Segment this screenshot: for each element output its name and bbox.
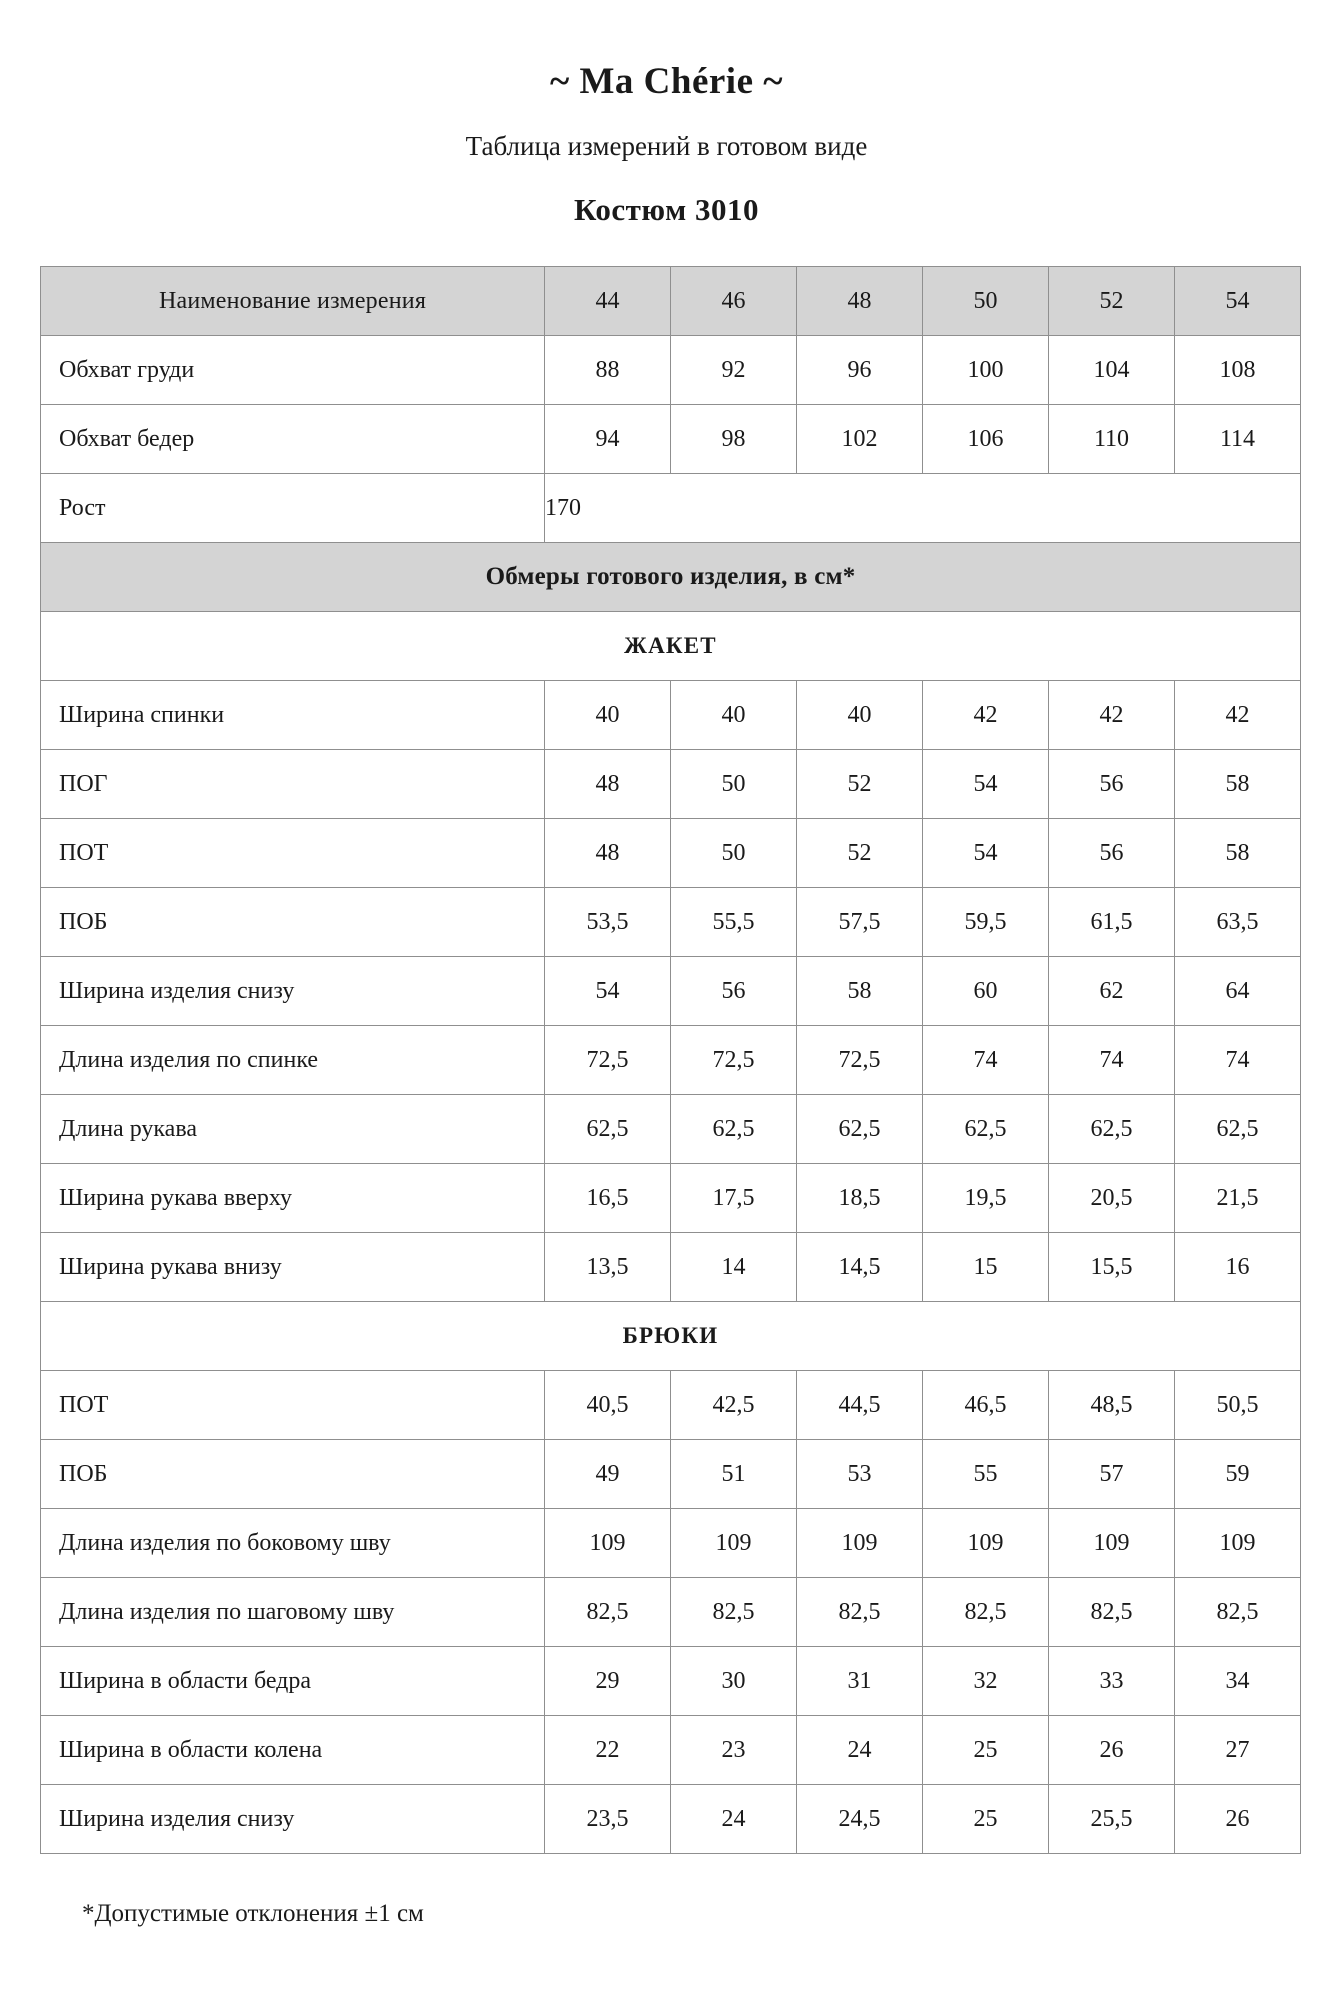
cell-value: 15,5 (1049, 1233, 1175, 1302)
cell-value: 88 (545, 336, 671, 405)
cell-value: 59,5 (923, 888, 1049, 957)
cell-value: 56 (1049, 819, 1175, 888)
cell-value: 102 (797, 405, 923, 474)
header-size-46: 46 (671, 267, 797, 336)
cell-value: 59 (1175, 1440, 1301, 1509)
header-row (41, 267, 1301, 336)
row-label: Ширина спинки (41, 681, 545, 750)
cell-value: 23 (671, 1716, 797, 1785)
cell-value: 109 (1049, 1509, 1175, 1578)
cell-value: 82,5 (1049, 1578, 1175, 1647)
table-row (41, 1647, 1301, 1716)
row-label: Ширина в области колена (41, 1716, 545, 1785)
cell-value: 92 (671, 336, 797, 405)
page-subtitle: Таблица измерений в готовом виде (465, 131, 868, 161)
cell-value: 74 (1049, 1026, 1175, 1095)
table-row (41, 1578, 1301, 1647)
cell-value: 55,5 (671, 888, 797, 957)
cell-value: 44,5 (797, 1371, 923, 1440)
header-size-54: 54 (1175, 267, 1301, 336)
table-row (41, 1164, 1301, 1233)
cell-value-height: 170 (545, 474, 1301, 543)
cell-value: 54 (923, 819, 1049, 888)
cell-value: 62,5 (923, 1095, 1049, 1164)
cell-value: 26 (1049, 1716, 1175, 1785)
brand-title: ~ Ma Chérie ~ (550, 61, 783, 102)
section-header-product (41, 543, 1301, 612)
row-label: ПОТ (41, 819, 545, 888)
row-label: Ширина в области бедра (41, 1647, 545, 1716)
cell-value: 55 (923, 1440, 1049, 1509)
row-label: ПОТ (41, 1371, 545, 1440)
cell-value: 34 (1175, 1647, 1301, 1716)
cell-value: 60 (923, 957, 1049, 1026)
cell-value: 82,5 (1175, 1578, 1301, 1647)
cell-value: 109 (797, 1509, 923, 1578)
cell-value: 114 (1175, 405, 1301, 474)
header-measurement-name: Наименование измерения (41, 267, 545, 336)
cell-value: 22 (545, 1716, 671, 1785)
cell-value: 57,5 (797, 888, 923, 957)
section-header-trousers (41, 1302, 1301, 1371)
cell-value: 61,5 (1049, 888, 1175, 957)
cell-value: 108 (1175, 336, 1301, 405)
cell-value: 48 (545, 819, 671, 888)
cell-value: 25 (923, 1716, 1049, 1785)
table-row (41, 1716, 1301, 1785)
cell-value: 42 (1175, 681, 1301, 750)
cell-value: 62,5 (545, 1095, 671, 1164)
cell-value: 14,5 (797, 1233, 923, 1302)
cell-value: 49 (545, 1440, 671, 1509)
section-title: ЖАКЕТ (41, 612, 1301, 681)
table-row (41, 1509, 1301, 1578)
cell-value: 56 (1049, 750, 1175, 819)
cell-value: 52 (797, 750, 923, 819)
cell-value: 25 (923, 1785, 1049, 1854)
cell-value: 17,5 (671, 1164, 797, 1233)
header-size-52: 52 (1049, 267, 1175, 336)
table-row (41, 681, 1301, 750)
cell-value: 46,5 (923, 1371, 1049, 1440)
table-row (41, 1095, 1301, 1164)
cell-value: 24,5 (797, 1785, 923, 1854)
cell-value: 42 (1049, 681, 1175, 750)
header-size-50: 50 (923, 267, 1049, 336)
cell-value: 98 (671, 405, 797, 474)
cell-value: 74 (923, 1026, 1049, 1095)
cell-value: 104 (1049, 336, 1175, 405)
page-title: Костюм 3010 (573, 192, 760, 227)
cell-value: 62,5 (797, 1095, 923, 1164)
cell-value: 57 (1049, 1440, 1175, 1509)
cell-value: 58 (1175, 819, 1301, 888)
cell-value: 21,5 (1175, 1164, 1301, 1233)
row-label: Длина рукава (41, 1095, 545, 1164)
cell-value: 32 (923, 1647, 1049, 1716)
cell-value: 64 (1175, 957, 1301, 1026)
cell-value: 82,5 (797, 1578, 923, 1647)
cell-value: 25,5 (1049, 1785, 1175, 1854)
cell-value: 51 (671, 1440, 797, 1509)
cell-value: 110 (1049, 405, 1175, 474)
cell-value: 58 (1175, 750, 1301, 819)
cell-value: 24 (797, 1716, 923, 1785)
cell-value: 62,5 (671, 1095, 797, 1164)
table-row (41, 405, 1301, 474)
row-label: Длина изделия по спинке (41, 1026, 545, 1095)
cell-value: 20,5 (1049, 1164, 1175, 1233)
table-row (41, 1785, 1301, 1854)
cell-value: 18,5 (797, 1164, 923, 1233)
row-label: Длина изделия по боковому шву (41, 1509, 545, 1578)
cell-value: 50 (671, 819, 797, 888)
measurements-table (40, 266, 1301, 1854)
row-label: ПОБ (41, 1440, 545, 1509)
cell-value: 62,5 (1175, 1095, 1301, 1164)
cell-value: 29 (545, 1647, 671, 1716)
table-row (41, 1233, 1301, 1302)
cell-value: 48 (545, 750, 671, 819)
cell-value: 19,5 (923, 1164, 1049, 1233)
cell-value: 33 (1049, 1647, 1175, 1716)
cell-value: 16 (1175, 1233, 1301, 1302)
header-size-44: 44 (545, 267, 671, 336)
cell-value: 94 (545, 405, 671, 474)
cell-value: 62,5 (1049, 1095, 1175, 1164)
section-title: БРЮКИ (41, 1302, 1301, 1371)
table-row (41, 336, 1301, 405)
cell-value: 82,5 (545, 1578, 671, 1647)
cell-value: 100 (923, 336, 1049, 405)
table-row (41, 1371, 1301, 1440)
row-label: ПОБ (41, 888, 545, 957)
cell-value: 40 (671, 681, 797, 750)
cell-value: 53 (797, 1440, 923, 1509)
cell-value: 72,5 (545, 1026, 671, 1095)
section-title: Обмеры готового изделия, в см* (41, 543, 1301, 612)
cell-value: 13,5 (545, 1233, 671, 1302)
cell-value: 15 (923, 1233, 1049, 1302)
row-label: Ширина изделия снизу (41, 1785, 545, 1854)
cell-value: 26 (1175, 1785, 1301, 1854)
cell-value: 54 (545, 957, 671, 1026)
cell-value: 63,5 (1175, 888, 1301, 957)
cell-value: 14 (671, 1233, 797, 1302)
table-row-height (41, 474, 1301, 543)
cell-value: 31 (797, 1647, 923, 1716)
cell-value: 16,5 (545, 1164, 671, 1233)
cell-value: 96 (797, 336, 923, 405)
cell-value: 109 (545, 1509, 671, 1578)
table-row (41, 1026, 1301, 1095)
cell-value: 74 (1175, 1026, 1301, 1095)
row-label: Ширина рукава вверху (41, 1164, 545, 1233)
cell-value: 42 (923, 681, 1049, 750)
cell-value: 82,5 (671, 1578, 797, 1647)
table-row (41, 819, 1301, 888)
cell-value: 42,5 (671, 1371, 797, 1440)
table-header (41, 267, 1301, 336)
header-size-48: 48 (797, 267, 923, 336)
row-label: Обхват бедер (41, 405, 545, 474)
cell-value: 62 (1049, 957, 1175, 1026)
table-row (41, 888, 1301, 957)
cell-value: 54 (923, 750, 1049, 819)
table-row (41, 750, 1301, 819)
row-label: Ширина изделия снизу (41, 957, 545, 1026)
row-label: ПОГ (41, 750, 545, 819)
section-header-jacket (41, 612, 1301, 681)
cell-value: 53,5 (545, 888, 671, 957)
cell-value: 48,5 (1049, 1371, 1175, 1440)
cell-value: 50 (671, 750, 797, 819)
table-row (41, 1440, 1301, 1509)
cell-value: 40 (545, 681, 671, 750)
cell-value: 72,5 (671, 1026, 797, 1095)
footnote: *Допустимые отклонения ±1 см (82, 1900, 424, 1927)
row-label: Рост (41, 474, 545, 543)
cell-value: 24 (671, 1785, 797, 1854)
cell-value: 40 (797, 681, 923, 750)
cell-value: 109 (671, 1509, 797, 1578)
cell-value: 40,5 (545, 1371, 671, 1440)
cell-value: 23,5 (545, 1785, 671, 1854)
cell-value: 27 (1175, 1716, 1301, 1785)
row-label: Ширина рукава внизу (41, 1233, 545, 1302)
cell-value: 58 (797, 957, 923, 1026)
cell-value: 109 (923, 1509, 1049, 1578)
table-row (41, 957, 1301, 1026)
cell-value: 109 (1175, 1509, 1301, 1578)
row-label: Длина изделия по шаговому шву (41, 1578, 545, 1647)
cell-value: 72,5 (797, 1026, 923, 1095)
cell-value: 52 (797, 819, 923, 888)
cell-value: 106 (923, 405, 1049, 474)
cell-value: 50,5 (1175, 1371, 1301, 1440)
cell-value: 56 (671, 957, 797, 1026)
cell-value: 30 (671, 1647, 797, 1716)
row-label: Обхват груди (41, 336, 545, 405)
table-body (41, 336, 1301, 1854)
cell-value: 82,5 (923, 1578, 1049, 1647)
